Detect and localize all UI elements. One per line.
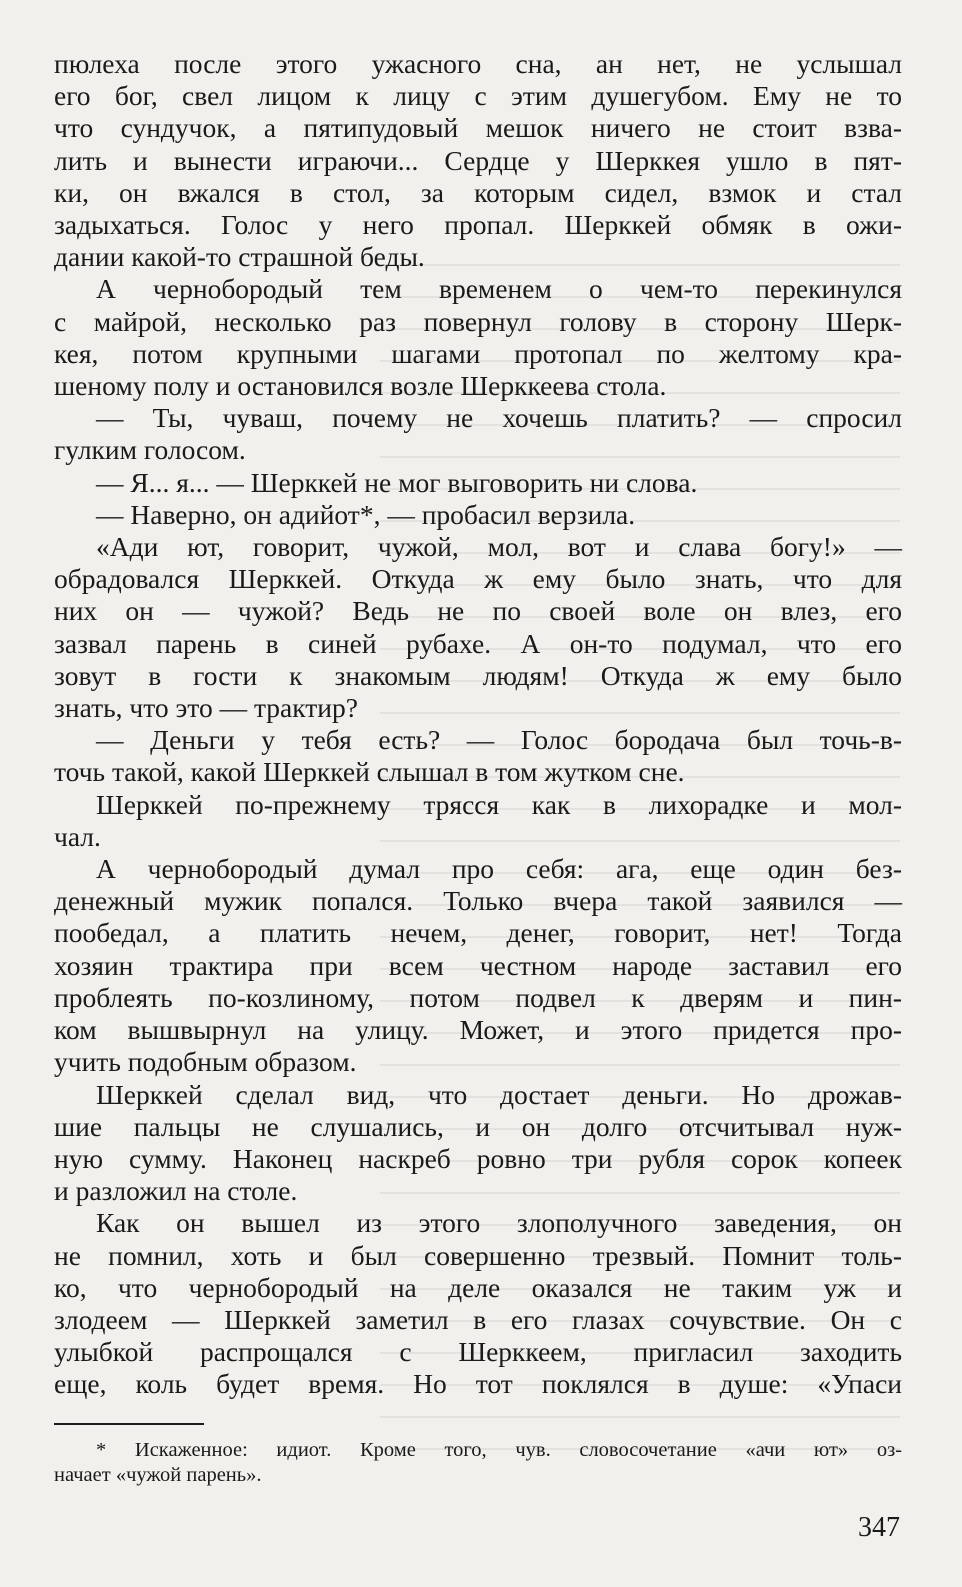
- text-line: точь такой, какой Шерккей слышал в том жутком сне.: [54, 756, 685, 788]
- text-line: шие пальцы не слушались, и он долго отсчитывал нуж-: [54, 1110, 902, 1142]
- paragraph: [54, 789, 902, 853]
- text-line: не помнил, хоть и был совершенно трезвый. Помнит толь-: [54, 1239, 902, 1271]
- paragraph: [54, 1207, 902, 1400]
- text-line: А чернобородый думал про себя: ага, еще один без-: [96, 853, 902, 885]
- text-line: — Деньги у тебя есть? — Голос бородача был точь-в-: [96, 724, 902, 756]
- page-number: 347: [858, 1512, 900, 1543]
- footnote-line: начает «чужой парень».: [54, 1464, 262, 1486]
- text-line: — Ты, чуваш, почему не хочешь платить? — спросил: [96, 402, 902, 434]
- text-line: ко, что чернобородый на деле оказался не таким уж и: [54, 1271, 902, 1303]
- text-line: шеному полу и остановился возле Шерккеева стола.: [54, 370, 667, 402]
- text-line: что сундучок, а пятипудовый мешок ничего не стоит взва-: [54, 112, 902, 144]
- text-line: чал.: [54, 820, 101, 852]
- text-line: кея, потом крупными шагами протопал по желтому кра-: [54, 337, 902, 369]
- paragraph: [54, 48, 902, 273]
- footnote-line: * Искаженное: идиот. Кроме того, чув. словосочетание «ачи ют» оз-: [96, 1439, 902, 1461]
- text-line: его бог, свел лицом к лицу с этим душегубом. Ему не то: [54, 80, 902, 112]
- text-line: с майрой, несколько раз повернул голову в сторону Шерк-: [54, 305, 902, 337]
- footnote: [54, 1438, 902, 1488]
- text-line: учить подобным образом.: [54, 1046, 357, 1078]
- text-line: знать, что это — трактир?: [54, 692, 358, 724]
- paragraph: [54, 531, 902, 724]
- text-line: зовут в гости к знакомым людям! Откуда ж ему было: [54, 659, 902, 691]
- text-line: Шерккей по-прежнему трясся как в лихорадке и мол-: [96, 788, 902, 820]
- text-line: денежный мужик попался. Только вчера такой заявился —: [54, 885, 902, 917]
- page-body: [54, 48, 902, 1401]
- text-line: проблеять по-козлиному, потом подвел к дверям и пин-: [54, 981, 902, 1013]
- text-line: — Я... я... — Шерккей не мог выговорить ни слова.: [96, 466, 698, 498]
- paragraph: [54, 273, 902, 402]
- text-line: ком вышвырнул на улицу. Может, и этого придется про-: [54, 1014, 902, 1046]
- text-line: зазвал парень в синей рубахе. А он-то подумал, что его: [54, 627, 902, 659]
- text-line: злодеем — Шерккей заметил в его глазах сочувствие. Он с: [54, 1303, 902, 1335]
- text-line: ную сумму. Наконец наскреб ровно три рубля сорок копеек: [54, 1142, 902, 1174]
- text-line: улыбкой распрощался с Шерккеем, пригласил заходить: [54, 1336, 902, 1368]
- paragraph: [54, 1079, 902, 1208]
- text-line: них он — чужой? Ведь не по своей воле он влез, его: [54, 595, 902, 627]
- text-line: А чернобородый тем временем о чем-то перекинулся: [96, 273, 902, 305]
- text-line: ки, он вжался в стол, за которым сидел, взмок и стал: [54, 176, 902, 208]
- text-line: пообедал, а платить нечем, денег, говорит, нет! Тогда: [54, 917, 902, 949]
- text-line: лить и вынести играючи... Сердце у Шерккея ушло в пят-: [54, 144, 902, 176]
- text-line: пюлеха после этого ужасного сна, ан нет, не услышал: [54, 48, 902, 79]
- text-line: обрадовался Шерккей. Откуда ж ему было знать, что для: [54, 563, 902, 595]
- text-line: задыхаться. Голос у него пропал. Шерккей обмяк в ожи-: [54, 209, 902, 241]
- text-line: «Ади ют, говорит, чужой, мол, вот и слава богу!» —: [96, 531, 902, 563]
- text-line: Как он вышел из этого злополучного заведения, он: [96, 1207, 902, 1239]
- text-line: и разложил на столе.: [54, 1175, 298, 1207]
- paragraph: [54, 724, 902, 788]
- text-line: — Наверно, он адийот*, — пробасил верзила.: [96, 498, 636, 530]
- text-line: хозяин трактира при всем честном народе заставил его: [54, 949, 902, 981]
- paragraph: [54, 499, 902, 531]
- text-line: Шерккей сделал вид, что достает деньги. Но дрожав-: [96, 1078, 902, 1110]
- text-line: дании какой-то страшной беды.: [54, 241, 425, 273]
- paragraph: [54, 467, 902, 499]
- paragraph: [54, 853, 902, 1078]
- paragraph: [54, 402, 902, 466]
- footnote-divider: [54, 1423, 204, 1425]
- text-line: гулким голосом.: [54, 434, 246, 466]
- text-line: еще, коль будет время. Но тот поклялся в душе: «Упаси: [54, 1368, 902, 1400]
